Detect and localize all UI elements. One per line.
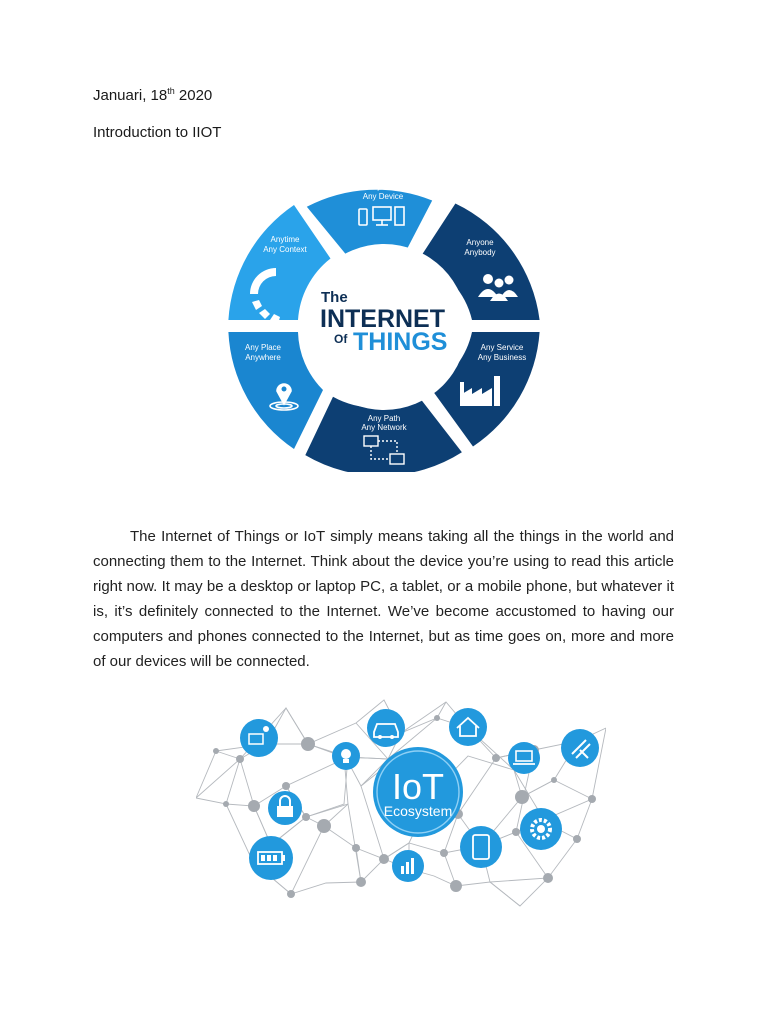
lock-icon (268, 791, 302, 825)
iot-wheel-infographic (222, 172, 546, 472)
iot-ecosystem-illustration (196, 696, 606, 916)
segment-label-anyone-2: Anybody (464, 248, 496, 257)
letter-date (93, 86, 212, 104)
wheel-center-of: Of (334, 332, 348, 346)
tablet-icon (460, 826, 502, 868)
gear-icon (520, 808, 562, 850)
laptop-icon (508, 742, 540, 774)
lightbulb-icon (332, 742, 360, 770)
segment-label-anything-1: Anything (367, 182, 399, 191)
segment-label-path-2: Any Network (361, 423, 407, 432)
date-superscript: th (167, 86, 175, 96)
satellite-icon (561, 729, 599, 767)
wheel-center-internet: INTERNET (320, 305, 445, 333)
date-year: 2020 (174, 87, 213, 104)
date-day: Januari, 18 (93, 87, 168, 104)
segment-label-anytime-2: Any Context (263, 245, 307, 254)
iot-badge-title: IoT (391, 766, 445, 807)
chart-icon (392, 850, 424, 882)
house-icon (449, 708, 487, 746)
segment-label-anytime-1: Anytime (270, 235, 300, 244)
letter-subject: Introduction to IIOT (93, 124, 222, 141)
segment-label-service-2: Any Business (477, 353, 527, 362)
segment-label-service-1: Any Service (480, 343, 524, 352)
car-icon (367, 709, 405, 747)
segment-label-place-1: Any Place (244, 343, 282, 352)
segment-label-anything-2: Any Device (362, 192, 404, 201)
body-paragraph: The Internet of Things or IoT simply means taking all the things in the world and connecting them to the Internet. Think about the device you’re using to read this article right now. It may be a desktop or laptop PC, a tablet, or a mobile phone, but whatever it is, it’s definitely connected to the Internet. We’ve become accustomed to having our computers and phones connected to the Internet, but as time goes on, more and more of our devices will be connected. (93, 528, 674, 670)
segment-label-place-2: Anywhere (245, 353, 281, 362)
wheel-center-the: The (321, 289, 348, 306)
solar-panel-icon (240, 719, 278, 757)
iot-badge-subtitle: Ecosystem (383, 803, 453, 819)
battery-icon (249, 836, 293, 880)
iot-ecosystem-badge (373, 747, 463, 837)
wheel-center-things: THINGS (353, 328, 448, 356)
segment-label-anyone-1: Anyone (466, 238, 494, 247)
segment-label-path-1: Any Path (367, 414, 401, 423)
